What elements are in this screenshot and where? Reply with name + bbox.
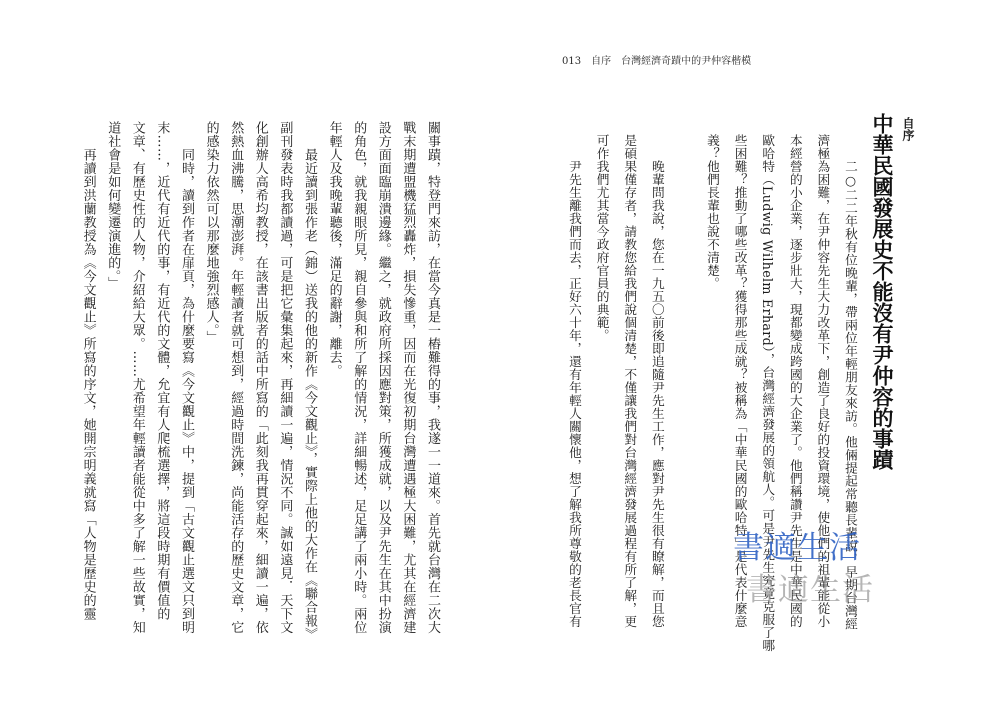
text-column: 道社會是如何變遷演進的。」 (105, 121, 121, 290)
chapter-title: 中華民國發展史不能沒有尹仲容的事蹟 (870, 113, 895, 470)
running-header: 013 自序 台灣經濟奇蹟中的尹仲容楷模 (562, 56, 752, 67)
text-column: 晚輩問我說，您在一九五〇前後即追隨尹先生工作，應對尹先生很有瞭解，而且您 (649, 134, 665, 628)
text-column: 文章、有歷史性的人物，介紹給大眾。……尤希望年輕讀者能從中多了解一些故實，知 (129, 121, 145, 634)
text-column: 年輕人及我晚輩聽後，滿足的辭謝，離去。 (326, 121, 342, 378)
text-column: 尹先生離我們而去，正好六十年，還有年輕人關懷他，想了解我所尊敬的老長官有 (567, 134, 582, 628)
text-column: 最近讀到張作老（錦）送我的他的新作《今文觀止》，實際上他的大作在《聯合報》 (302, 121, 317, 641)
text-column: 然熱血沸騰，思潮澎湃。年輕讀者就可想到，經過時間洗鍊，尚能活存的歷史文章，它 (228, 121, 244, 634)
text-column: 末……，近代有近代的事，有近代的文體，允宜有人爬梳選擇，將這段時期有價值的 (154, 121, 170, 621)
text-column: 是碩果僅存者，請教您給我們說個清楚，不僅讓我們對台灣經濟發展過程有所了解，更 (622, 134, 638, 628)
text-column: 戰末期遭盟機猛烈轟炸，損失慘重，因而在光復初期台灣遭遇極大困難，尤其在經濟建 (400, 121, 416, 634)
text-column: 義？他們長輩也說不清楚。 (705, 134, 720, 290)
text-column: 些困難？推動了哪些改革？獲得那些成就？被稱為「中華民國的歐哈特」是代表什麼意 (732, 134, 748, 628)
text-column: 本經營的小企業，逐步壯大，現都變成跨國的大企業了。他們稱讚尹先生是中華民國的 (787, 134, 803, 628)
text-column: 可作我們尤其當今政府官員的典範。 (594, 134, 610, 342)
watermark: 書適生活 (733, 530, 861, 566)
text-column: 濟極為困難，在尹仲容先生大力改革下，創造了良好的投資環境，使他們的祖輩能從小 (815, 134, 831, 628)
text-column: 副刊發表時我都讀過，可是把它彙集起來，再細讀一遍，情況不同。誠如遠見．天下文 (277, 121, 293, 634)
text-column: 二○二二年秋有位晚輩，帶兩位年輕朋友來訪。他倆提起常聽長輩說，早期台灣經 (843, 134, 858, 631)
text-column: 的感染力依然可以那麼地強烈感人。」 (203, 121, 219, 344)
text-column: 設方面面臨崩潰邊緣。繼之，就政府所採因應對策，所獲成就，以及尹先生在其中扮演 (375, 121, 391, 634)
text-column: 的角色，就我親眼所見，親自參與和所了解的情況，詳細暢述，足足講了兩小時。兩位 (351, 121, 367, 634)
watermark-shadow: 書適生活 (746, 572, 874, 608)
text-column: 同時，讀到作者在扉頁，為什麼要寫《今文觀止》中，提到「古文觀止選文只到明 (179, 121, 194, 634)
text-column: 化創辦人高希均教授，在該書出版者的話中所寫的「此刻我再貫穿起來，細讀一遍，依 (252, 121, 268, 634)
section-label: 自序 (901, 117, 915, 141)
text-column: 關事蹟，特登門來訪，在當今真是一樁難得的事，我遂一一道來。首先就台灣在二次大 (425, 121, 440, 634)
text-column: 歐哈特（Ludwig Wilhelm Erhard），台灣經濟發展的領航人。可是尹先生究竟克服了哪 (760, 134, 776, 652)
text-column: 再讀到洪蘭教授為《今文觀止》所寫的序文，她開宗明義就寫「人物是歷史的靈 (80, 121, 96, 621)
